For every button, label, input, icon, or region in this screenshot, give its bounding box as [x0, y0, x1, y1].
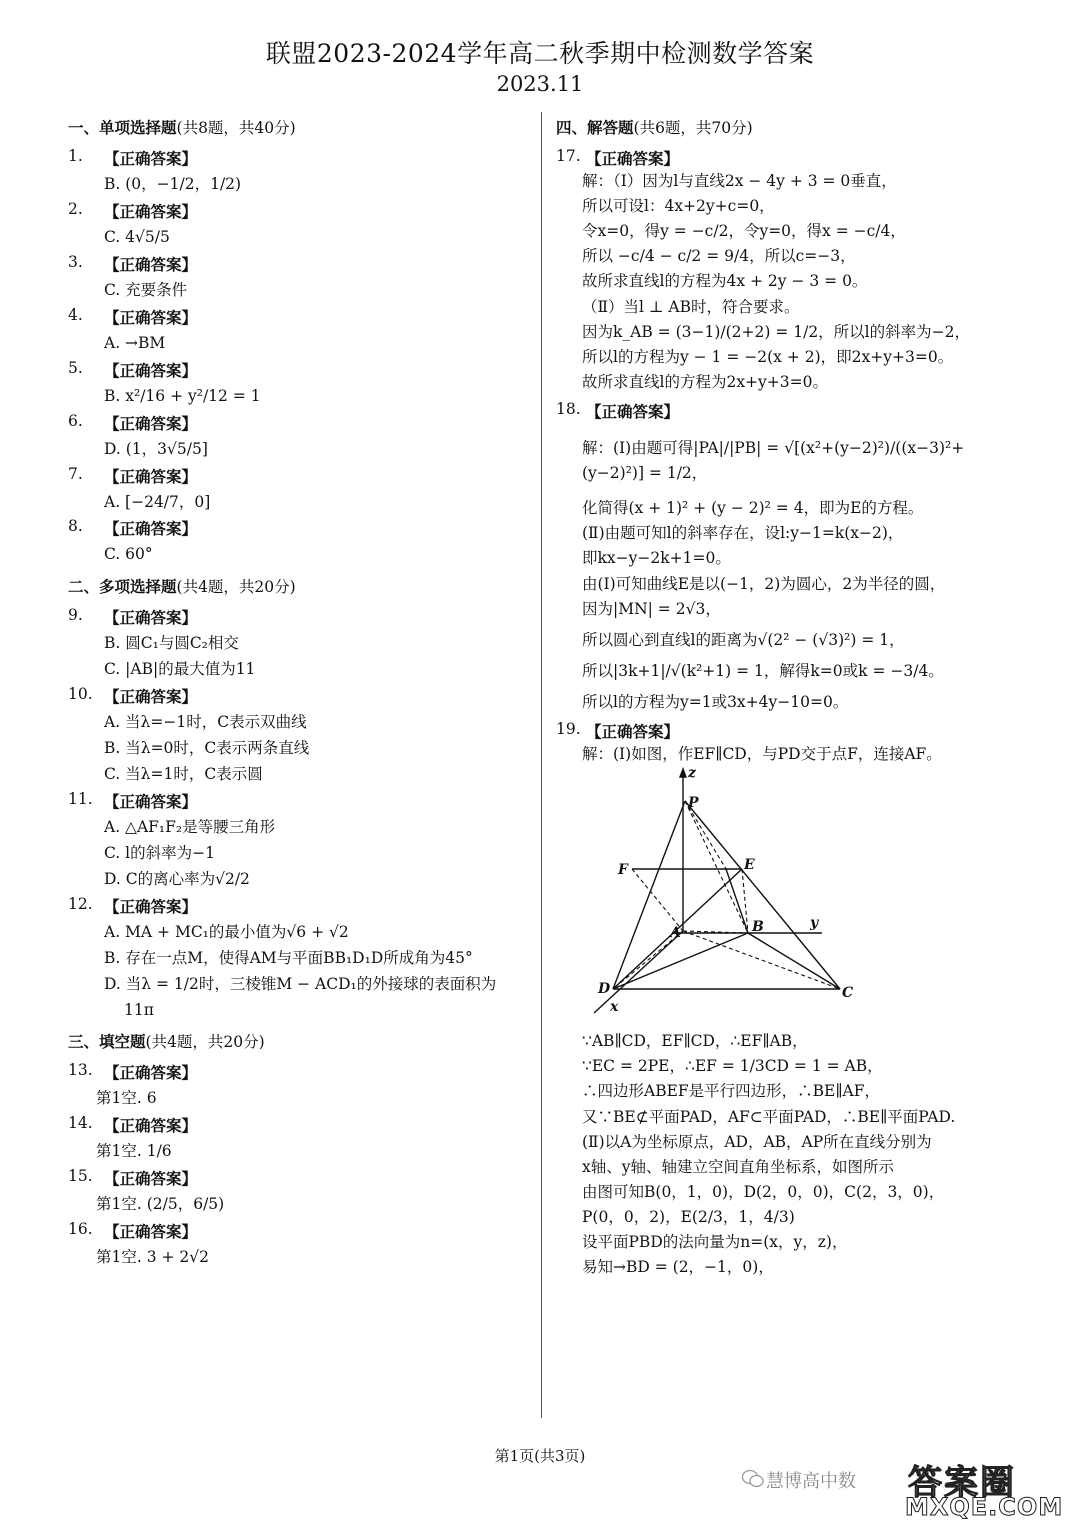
question-number: 14.: [68, 1114, 93, 1133]
answer-label: 【正确答案】: [586, 149, 680, 168]
solution-line: 令x=0，得y = −c/2，令y=0，得x = −c/4，: [582, 222, 906, 241]
section-heading: 四、解答题(共6题，共70分): [556, 118, 753, 137]
answer-label: 【正确答案】: [104, 307, 198, 327]
question-number: 2.: [68, 199, 83, 218]
question-number: 15.: [68, 1167, 93, 1186]
answer-text: A. →BM: [104, 333, 166, 352]
question-number: 10.: [68, 685, 93, 704]
answer-text: 11π: [124, 1000, 154, 1019]
solution-line: ∴四边形ABEF是平行四边形，∴BE∥AF，: [582, 1082, 880, 1101]
answer-label: 【正确答案】: [104, 360, 198, 380]
question-number: 5.: [68, 358, 83, 377]
label-B: B: [752, 919, 764, 936]
solution-line: x轴、y轴、轴建立空间直角坐标系，如图所示: [582, 1157, 894, 1176]
pyramid-figure: [596, 765, 854, 1021]
question: [68, 200, 528, 248]
solution-line: 因为k_AB = (3−1)/(2+2) = 1/2，所以l的斜率为−2，: [582, 322, 970, 341]
solution-line: 因为|MN| = 2√3，: [582, 599, 721, 618]
question: [68, 1114, 528, 1162]
question: [68, 1167, 528, 1215]
solution-line: 由(Ⅰ)可知曲线E是以(−1，2)为圆心，2为半径的圆，: [582, 574, 946, 593]
solution-line: 故所求直线l的方程为2x+y+3=0。: [582, 372, 829, 391]
section-heading: 一、单项选择题(共8题，共40分): [68, 118, 296, 137]
answer-text: C. 当λ=1时，C表示圆: [104, 765, 263, 784]
solution-line: 易知→BD = (2，−1，0)，: [582, 1258, 774, 1277]
question-number: 11.: [68, 789, 93, 808]
solution-line: 解：(Ⅰ)由题可得|PA|/|PB| = √[(x²+(y−2)²)/((x−3)²+(y−2)²)] = 1/2，: [582, 438, 965, 483]
question-number: 12.: [68, 894, 93, 913]
label-D: D: [598, 981, 611, 998]
solution-line: 所以l的方程为y − 1 = −2(x + 2)，即2x+y+3=0。: [582, 347, 954, 366]
question: [68, 147, 528, 195]
answer-text: C. 60°: [104, 545, 153, 564]
edge-DB: [613, 933, 748, 989]
answer-text: D. 当λ = 1/2时，三棱锥M − ACD₁的外接球的表面积为: [104, 974, 497, 993]
answer-text: B. 圆C₁与圆C₂相交: [104, 634, 239, 653]
question-number: 3.: [68, 252, 83, 271]
answer-label: 【正确答案】: [104, 1063, 198, 1083]
solution-line: 所以 −c/4 − c/2 = 9/4，所以c=−3，: [582, 247, 856, 266]
watermark-logo: 答案圈: [908, 1463, 1016, 1503]
label-z: z: [688, 765, 696, 782]
question: [68, 895, 528, 1021]
answer-text: A. [−24/7，0]: [104, 492, 211, 511]
solution-line: 故所求直线l的方程为4x + 2y − 3 = 0。: [582, 272, 868, 291]
answer-label: 【正确答案】: [104, 149, 198, 168]
answer-label: 【正确答案】: [104, 413, 198, 433]
solution-line: 设平面PBD的法向量为n=(x，y，z)，: [582, 1233, 848, 1252]
question-number: 8.: [68, 517, 83, 536]
question-number: 18.: [556, 399, 581, 418]
label-x: x: [610, 999, 619, 1016]
question-number: 17.: [556, 147, 581, 165]
solution-line: 由图可知B(0，1，0)，D(2，0，0)，C(2，3，0)，: [582, 1182, 945, 1201]
answer-text: B. 当λ=0时，C表示两条直线: [104, 739, 310, 758]
answer-label: 【正确答案】: [104, 687, 198, 707]
answer-text: 第1空. (2/5，6/5): [96, 1195, 225, 1214]
solution-line: ∵EC = 2PE，∴EF = 1/3CD = 1 = AB，: [582, 1057, 883, 1076]
question: [68, 306, 528, 354]
answer-label: 【正确答案】: [104, 466, 198, 486]
solution-line: (Ⅱ)以A为坐标原点，AD，AB，AP所在直线分别为: [582, 1132, 932, 1151]
question-number: 9.: [68, 606, 83, 625]
answer-text: C. |AB|的最大值为11: [104, 660, 256, 679]
answer-text: D. C的离心率为√2/2: [104, 869, 250, 888]
question: [68, 1220, 528, 1268]
z-axis-arrow: [680, 769, 686, 777]
section-heading: 三、填空题(共4题，共20分): [68, 1032, 265, 1052]
question-number: 1.: [68, 147, 83, 165]
label-P: P: [688, 795, 699, 812]
answer-label: 【正确答案】: [104, 791, 198, 811]
edge-BE: [726, 869, 748, 933]
answer-label: 【正确答案】: [104, 1116, 198, 1136]
answer-text: D. (1，3√5/5]: [104, 439, 208, 458]
answer-label: 【正确答案】: [104, 1169, 198, 1189]
solution-line: 化简得(x + 1)² + (y − 2)² = 4，即为E的方程。: [582, 499, 924, 518]
question-number: 13.: [68, 1061, 93, 1080]
question: [68, 790, 528, 890]
question: [68, 465, 528, 513]
solution-line: 所以圆心到直线l的距离为√(2² − (√3)²) = 1，: [582, 630, 905, 649]
answer-label: 【正确答案】: [104, 608, 198, 628]
answer-text: 第1空. 6: [96, 1089, 157, 1108]
x-axis-line: [594, 931, 683, 1016]
answer-label: 【正确答案】: [104, 519, 198, 539]
question: [68, 1061, 528, 1109]
label-y: y: [810, 915, 819, 932]
question-number: 7.: [68, 464, 83, 483]
answer-text: B. (0，−1/2，1/2): [104, 175, 242, 193]
question: [556, 147, 1026, 395]
question-number: 6.: [68, 411, 83, 430]
watermark-text: 慧博高中数: [766, 1471, 856, 1492]
solution-line: 解：（Ⅰ）因为l与直线2x − 4y + 3 = 0垂直，: [582, 172, 897, 190]
solution-line: P(0，0，2)，E(2/3，1，4/3): [582, 1207, 795, 1226]
answer-text: B. 存在一点M，使得AM与平面BB₁D₁D所成角为45°: [104, 948, 473, 967]
left-column: [68, 116, 528, 1273]
question: [68, 412, 528, 460]
solution-line: 所以可设l：4x+2y+c=0，: [582, 197, 775, 216]
label-F: F: [618, 862, 628, 879]
edge-BC: [748, 933, 840, 989]
solution-line: 即kx−y−2k+1=0。: [582, 549, 731, 568]
question: [68, 359, 528, 407]
answer-label: 【正确答案】: [586, 401, 680, 421]
answer-label: 【正确答案】: [586, 722, 680, 742]
label-C: C: [842, 985, 854, 1002]
edge-PD: [613, 801, 685, 989]
answer-text: C. l的斜率为−1: [104, 843, 215, 862]
answer-text: 第1空. 1/6: [96, 1142, 172, 1161]
solution-line: 解：(Ⅰ)如图，作EF∥CD，与PD交于点F，连接AF。: [582, 745, 942, 764]
answer-text: C. 充要条件: [104, 280, 188, 299]
answer-text: A. 当λ=−1时，C表示双曲线: [104, 713, 307, 732]
right-column: [556, 116, 1026, 1285]
question: [68, 685, 528, 785]
page-date: 2023.11: [496, 72, 584, 96]
question: [68, 253, 528, 301]
edge-FA: [632, 869, 683, 931]
question-number: 4.: [68, 305, 83, 324]
answer-text: A. △AF₁F₂是等腰三角形: [104, 817, 276, 836]
section-heading: 二、多项选择题(共4题，共20分): [68, 577, 296, 597]
answer-label: 【正确答案】: [104, 896, 198, 916]
answer-text: A. MA + MC₁的最小值为√6 + √2: [104, 922, 349, 941]
solution-line: 所以l的方程为y=1或3x+4y−10=0。: [582, 692, 849, 711]
wechat-icon: [742, 1469, 764, 1489]
solution-line: (Ⅱ)由题可知l的斜率存在，设l:y−1=k(x−2)，: [582, 524, 904, 543]
answer-text: C. 4√5/5: [104, 227, 170, 246]
question-number: 16.: [68, 1220, 93, 1239]
page-title: 联盟2023-2024学年高二秋季期中检测数学答案: [265, 39, 815, 68]
answer-label: 【正确答案】: [104, 201, 198, 221]
answer-label: 【正确答案】: [104, 254, 198, 274]
watermark-url: MXQE.COM: [905, 1493, 1064, 1521]
answer-text: B. x²/16 + y²/12 = 1: [104, 386, 261, 405]
page-footer: 第1页(共3页): [494, 1447, 586, 1465]
answer-text: 第1空. 3 + 2√2: [96, 1248, 210, 1267]
solution-line: （Ⅱ）当l ⊥ AB时，符合要求。: [582, 297, 800, 316]
solution-line: 又∵BE⊄平面PAD，AF⊂平面PAD，∴BE∥平面PAD.: [582, 1107, 956, 1126]
answer-label: 【正确答案】: [104, 1222, 198, 1242]
column-divider: [541, 112, 542, 1418]
question: [556, 400, 1026, 715]
question: [556, 720, 1026, 1280]
edge-PE-hidden: [685, 801, 726, 869]
question: [68, 517, 528, 565]
label-E: E: [744, 857, 755, 874]
watermark: [740, 1455, 1070, 1523]
question-number: 19.: [556, 720, 581, 739]
question: [68, 606, 528, 680]
solution-line: 所以|3k+1|/√(k²+1) = 1，解得k=0或k = −3/4。: [582, 661, 944, 680]
label-A: A: [670, 925, 681, 942]
solution-line: ∵AB∥CD，EF∥CD，∴EF∥AB，: [582, 1032, 808, 1051]
